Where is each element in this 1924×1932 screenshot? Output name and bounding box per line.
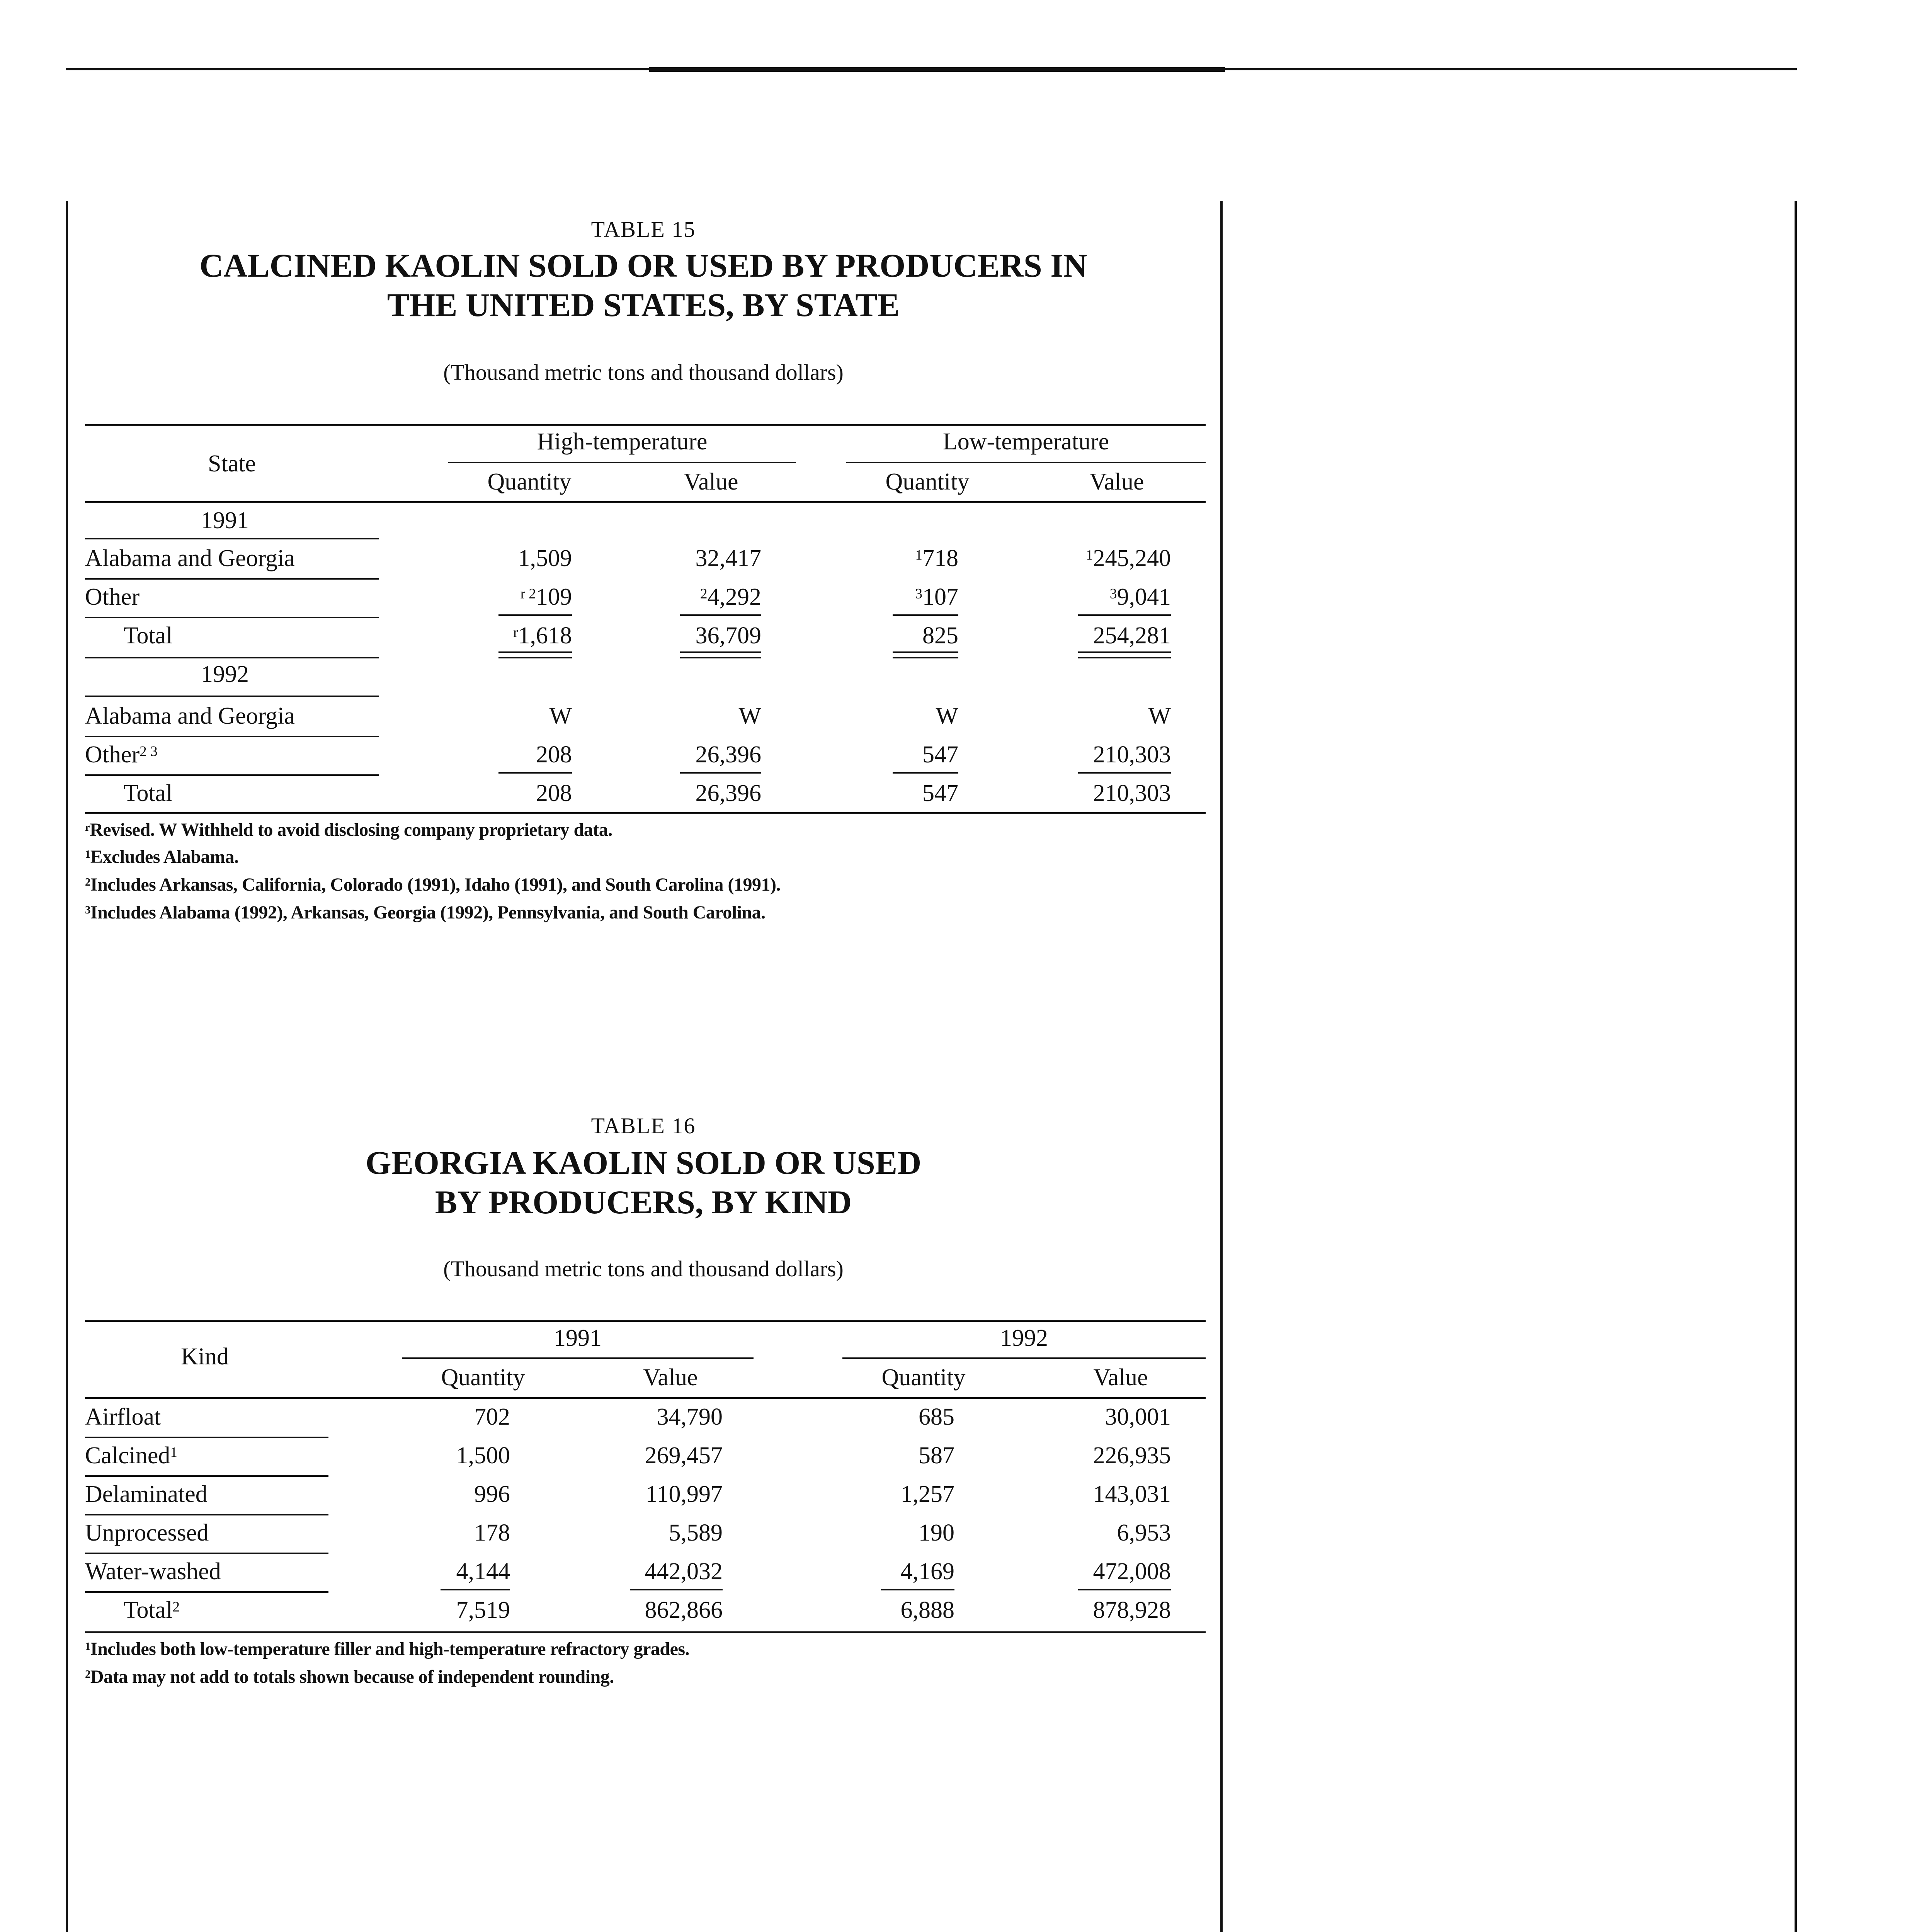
value-1992-cell: 30,001	[1105, 1404, 1171, 1430]
table-16-1992-rule	[842, 1357, 1206, 1359]
state-cell: Other$^{2 3}$	[85, 742, 158, 768]
state-cell: Alabama and Georgia	[85, 703, 295, 729]
quantity-1992-cell: 190	[919, 1520, 954, 1546]
row-rule	[85, 1514, 328, 1515]
table-15-header-high-value: Value	[684, 469, 738, 495]
row-rule	[85, 774, 379, 776]
low-quantity-cell: 825	[922, 622, 958, 649]
kind-cell: Calcined$^1$	[85, 1442, 177, 1469]
double-rule	[1078, 657, 1171, 658]
row-rule	[85, 538, 379, 539]
table-15-year-1992: 1992	[201, 661, 249, 687]
right-column-rule	[1795, 201, 1797, 1932]
quantity-1991-cell: 4,144	[456, 1558, 510, 1585]
sum-rule	[1078, 614, 1171, 616]
table-15-footnote: $^2$Includes Arkansas, California, Colorado (1991), Idaho (1991), and South Carolina (1991).	[85, 874, 781, 895]
row-rule	[85, 617, 379, 618]
high-value-cell: 26,396	[695, 742, 761, 768]
kind-cell: Delaminated	[85, 1481, 208, 1507]
low-value-cell: $^3$9,041	[1109, 584, 1171, 610]
double-rule	[1078, 651, 1171, 653]
high-quantity-cell: 208	[536, 742, 572, 768]
high-quantity-cell: W	[549, 703, 572, 729]
high-value-cell: 36,709	[695, 622, 761, 649]
table-15-subtitle: (Thousand metric tons and thousand dollars)	[443, 360, 844, 385]
value-1992-cell: 878,928	[1093, 1597, 1171, 1623]
table-15-title	[77, 246, 1210, 325]
low-value-cell: 210,303	[1093, 742, 1171, 768]
double-rule	[498, 651, 572, 653]
high-value-cell: 32,417	[695, 545, 761, 571]
table-16-header-1991-quantity: Quantity	[441, 1364, 525, 1391]
state-cell: Alabama and Georgia	[85, 545, 295, 571]
state-cell: Total	[124, 622, 173, 649]
row-rule	[85, 578, 379, 580]
kind-cell: Unprocessed	[85, 1520, 209, 1546]
value-1992-cell: 226,935	[1093, 1442, 1171, 1469]
double-rule	[498, 657, 572, 658]
quantity-1992-cell: 6,888	[900, 1597, 954, 1623]
table-15-footnote: $^1$Excludes Alabama.	[85, 847, 239, 867]
table-16-footnote: $^2$Data may not add to totals shown because of independent rounding.	[85, 1667, 614, 1687]
table-15-header-high-quantity: Quantity	[487, 469, 572, 495]
table-16-header-rule	[85, 1397, 1206, 1399]
high-quantity-cell: $^{r 2}$109	[520, 584, 572, 610]
high-quantity-cell: $^r$1,618	[513, 622, 572, 649]
quantity-1992-cell: 4,169	[900, 1558, 954, 1585]
table-16-header-1992-value: Value	[1093, 1364, 1148, 1391]
row-rule	[85, 736, 379, 737]
sum-rule	[1078, 772, 1171, 774]
sum-rule	[498, 614, 572, 616]
state-cell: Total	[124, 780, 173, 806]
row-rule	[85, 696, 379, 697]
table-15-header-high: High-temperature	[537, 429, 708, 455]
kind-cell: Airfloat	[85, 1404, 161, 1430]
sum-rule	[1078, 1589, 1171, 1590]
table-15-label: TABLE 15	[591, 217, 696, 242]
table-15-top-rule	[85, 424, 1206, 426]
table-16-header-kind: Kind	[181, 1344, 229, 1370]
table-16-title	[77, 1143, 1210, 1222]
table-16-header-1992-quantity: Quantity	[881, 1364, 966, 1391]
double-rule	[893, 651, 958, 653]
row-rule	[85, 657, 379, 658]
table-15-header-state: State	[208, 451, 256, 477]
table-16-header-1992: 1992	[1000, 1325, 1048, 1351]
table-16-title-line2: BY PRODUCERS, BY KIND	[435, 1184, 852, 1221]
table-15-low-rule	[846, 462, 1206, 463]
high-quantity-cell: 1,509	[518, 545, 572, 571]
low-quantity-cell: $^1$718	[915, 545, 958, 571]
low-value-cell: 210,303	[1093, 780, 1171, 806]
quantity-1992-cell: 685	[919, 1404, 954, 1430]
value-1992-cell: 143,031	[1093, 1481, 1171, 1507]
value-1991-cell: 5,589	[669, 1520, 723, 1546]
high-value-cell: $^2$4,292	[700, 584, 761, 610]
table-15-header-rule	[85, 501, 1206, 503]
table-16-label: TABLE 16	[591, 1113, 696, 1138]
table-15-title-line2: THE UNITED STATES, BY STATE	[387, 286, 900, 323]
row-rule	[85, 1437, 328, 1438]
sum-rule	[893, 614, 958, 616]
sum-rule	[630, 1589, 723, 1590]
sum-rule	[498, 772, 572, 774]
sum-rule	[893, 772, 958, 774]
quantity-1991-cell: 1,500	[456, 1442, 510, 1469]
double-rule	[680, 657, 761, 658]
value-1991-cell: 110,997	[645, 1481, 723, 1507]
sum-rule	[680, 772, 761, 774]
table-15-title-line1: CALCINED KAOLIN SOLD OR USED BY PRODUCERS IN	[199, 247, 1087, 284]
table-16-header-1991-value: Value	[643, 1364, 698, 1391]
double-rule	[893, 657, 958, 658]
quantity-1992-cell: 587	[919, 1442, 954, 1469]
double-rule	[680, 651, 761, 653]
value-1991-cell: 862,866	[645, 1597, 723, 1623]
sum-rule	[881, 1589, 954, 1590]
low-quantity-cell: W	[936, 703, 958, 729]
high-quantity-cell: 208	[536, 780, 572, 806]
low-value-cell: W	[1148, 703, 1171, 729]
table-16-footnote: $^1$Includes both low-temperature filler and high-temperature refractory grades.	[85, 1639, 690, 1659]
table-16-top-rule	[85, 1320, 1206, 1322]
value-1991-cell: 34,790	[657, 1404, 723, 1430]
low-value-cell: $^1$245,240	[1085, 545, 1171, 571]
quantity-1991-cell: 702	[474, 1404, 510, 1430]
low-quantity-cell: 547	[922, 742, 958, 768]
table-15-year-1991: 1991	[201, 507, 249, 534]
table-16-1991-rule	[402, 1357, 754, 1359]
table-16-title-line1: GEORGIA KAOLIN SOLD OR USED	[365, 1144, 922, 1181]
table-15-bottom-rule	[85, 812, 1206, 814]
quantity-1991-cell: 178	[474, 1520, 510, 1546]
table-16-subtitle: (Thousand metric tons and thousand dollars)	[443, 1256, 844, 1281]
quantity-1992-cell: 1,257	[900, 1481, 954, 1507]
table-15-header-low-quantity: Quantity	[885, 469, 970, 495]
value-1992-cell: 6,953	[1117, 1520, 1171, 1546]
row-rule	[85, 1475, 328, 1477]
middle-column-rule	[1220, 201, 1223, 1932]
sum-rule	[680, 614, 761, 616]
quantity-1991-cell: 996	[474, 1481, 510, 1507]
high-value-cell: W	[738, 703, 761, 729]
table-15-header-low: Low-temperature	[942, 429, 1109, 455]
row-rule	[85, 1553, 328, 1554]
table-16-header-1991: 1991	[554, 1325, 602, 1351]
top-rule-thick	[649, 67, 1225, 72]
state-cell: Other	[85, 584, 140, 610]
low-quantity-cell: 547	[922, 780, 958, 806]
value-1991-cell: 442,032	[645, 1558, 723, 1585]
sum-rule	[441, 1589, 510, 1590]
kind-cell: Water-washed	[85, 1558, 221, 1585]
table-15-footnote: $^r$Revised. W Withheld to avoid disclosing company proprietary data.	[85, 820, 612, 840]
table-15-footnote: $^3$Includes Alabama (1992), Arkansas, Georgia (1992), Pennsylvania, and South Carolina.	[85, 902, 766, 923]
quantity-1991-cell: 7,519	[456, 1597, 510, 1623]
value-1991-cell: 269,457	[645, 1442, 723, 1469]
kind-cell: Total$^2$	[124, 1597, 180, 1623]
table-15-high-rule	[448, 462, 796, 463]
table-16-bottom-rule	[85, 1631, 1206, 1633]
low-value-cell: 254,281	[1093, 622, 1171, 649]
low-quantity-cell: $^3$107	[915, 584, 958, 610]
left-column-rule	[66, 201, 68, 1932]
table-15-header-low-value: Value	[1089, 469, 1144, 495]
high-value-cell: 26,396	[695, 780, 761, 806]
value-1992-cell: 472,008	[1093, 1558, 1171, 1585]
row-rule	[85, 1591, 328, 1593]
